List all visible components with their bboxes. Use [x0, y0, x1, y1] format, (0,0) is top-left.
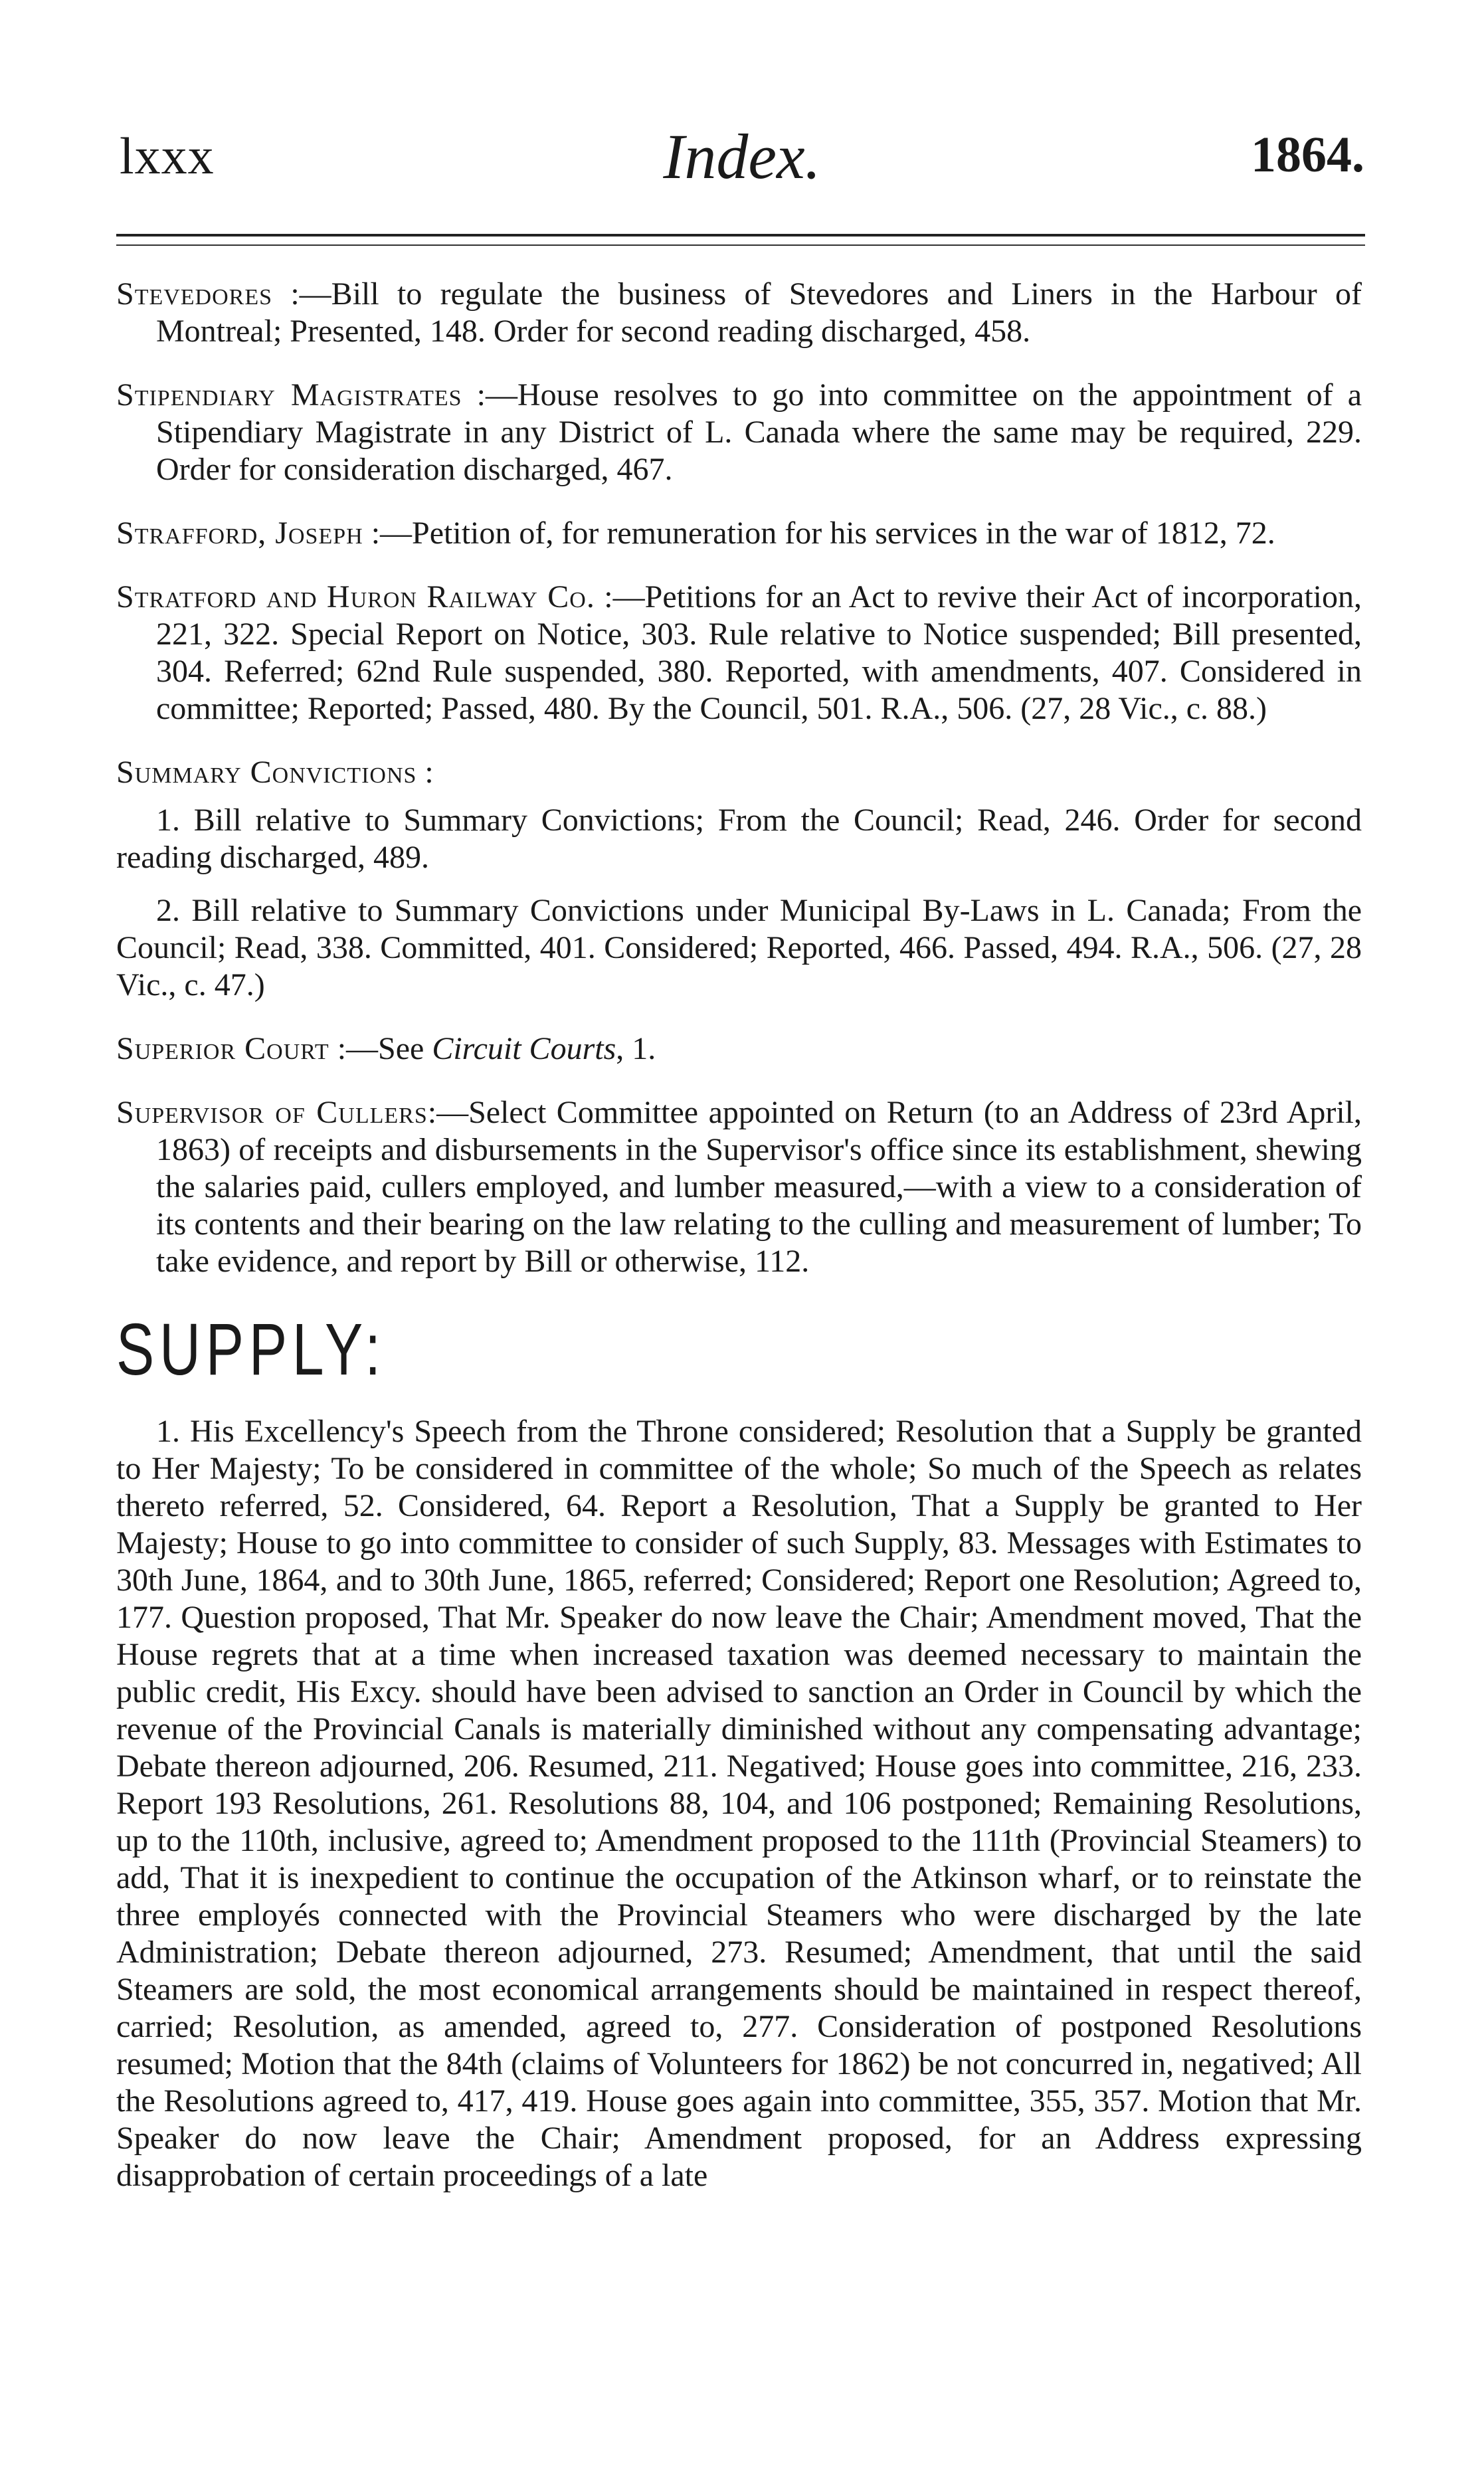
section-title-supply: SUPPLY: [116, 1309, 386, 1390]
entry-heading: Superior Court [116, 1031, 329, 1066]
index-entry: Stevedores :—Bill to regulate the business of Stevedores and Liners in the Harbour of Montreal; Presented, 148. Order for second reading discharged, 458. [116, 276, 1362, 349]
index-entry: Supervisor of Cullers:—Select Committee appointed on Return (to an Address of 23rd April, 1863) of receipts and disbursements in the Supervisor's office since its establishment, shewing the salaries paid, cullers employed, and lumber measured,—with a view to a consideration of its contents and their bearing on the law relating to the culling and measurement of lumber; To take evidence, and report by Bill or otherwise, 112. [116, 1095, 1362, 1279]
index-entry: Strafford, Joseph :—Petition of, for remuneration for his services in the war of 1812, 72. [116, 516, 1275, 551]
header-rule-thick [116, 234, 1365, 237]
page-year: 1864. [1251, 127, 1364, 183]
entry-heading: Stipendiary Magistrates [116, 377, 462, 413]
entry-text: Bill to regulate the business of Stevedores and Liners in the Harbour of Montreal; Presented, 148. Order for second reading discharged, 458. [156, 276, 1362, 349]
index-entry: Stipendiary Magistrates :—House resolves to go into committee on the appointment of a Stipendiary Magistrate in any District of L. Canada where the same may be required, 229. Order for consideration discharged, 467. [116, 377, 1362, 487]
index-entry: Summary Convictions : [116, 755, 434, 790]
entry-text: Petition of, for remuneration for his services in the war of 1812, 72. [412, 516, 1275, 551]
entry-heading: Stratford and Huron Railway Co. [116, 579, 595, 615]
page-header [120, 121, 1364, 206]
entry-text: House resolves to go into committee on the appointment of a Stipendiary Magistrate in any District of L. Canada where the same may be required, 229. Order for consideration discharged, 467. [156, 377, 1362, 487]
cross-reference: Circuit Courts [432, 1031, 616, 1066]
page-number: lxxx [120, 127, 215, 185]
supply-paragraph: 1. His Excellency's Speech from the Throne considered; Resolution that a Supply be granted to Her Majesty; To be considered in committee of the whole; So much of the Speech as relates thereto referred, 52. Considered, 64. Report a Resolution, That a Supply be granted to Her Majesty; House to go into committee to consider of such Supply, 83. Messages with Estimates to 30th June, 1864, and to 30th June, 1865, referred; Considered; Report one Resolution; Agreed to, 177. Question proposed, That Mr. Speaker do now leave the Chair; Amendment moved, That the House regrets that at a time when increased taxation was deemed necessary to maintain the public credit, His Excy. should have been advised to sanction an Order in Council by which the revenue of the Provincial Canals is materially diminished without any compensating advantage; Debate thereon adjourned, 206. Resumed, 211. Negatived; House goes into committee, 216, 233. Report 193 Resolutions, 261. Resolutions 88, 104, and 106 postponed; Remaining Resolutions, up to the 110th, inclusive, agreed to; Amendment proposed to the 111th (Provincial Steamers) to add, That it is inexpedient to continue the occupation of the Atkinson wharf, or to reinstate the three employés connected with the Provincial Steamers who were discharged by the late Administration; Debate thereon adjourned, 273. Resumed; Amendment, that until the said Steamers are sold, the most economical arrangements should be maintained in respect thereof, carried; Resolution, as amended, agreed to, 277. Consideration of postponed Resolutions resumed; Motion that the 84th (claims of Volunteers for 1862) be not concurred in, negatived; All the Resolutions agreed to, 417, 419. House goes again into committee, 355, 357. Motion that Mr. Speaker do now leave the Chair; Amendment proposed, for an Address expressing disapprobation of certain proceedings of a late [116, 1414, 1362, 2193]
page-title: Index. [663, 121, 821, 192]
entry-heading: Strafford, Joseph [116, 516, 363, 551]
sub-entry: 2. Bill relative to Summary Convictions under Municipal By-Laws in L. Canada; From the Council; Read, 338. Committed, 401. Considered; Reported, 466. Passed, 494. R.A., 506. (27, 28 Vic., c. 47.) [116, 893, 1362, 1003]
index-entry: Superior Court :—See Circuit Courts, 1. [116, 1031, 656, 1066]
entry-text: Select Committee appointed on Return (to an Address of 23rd April, 1863) of receipts and disbursements in the Supervisor's office since its establishment, shewing the salaries paid, cullers employed, and lumber measured,—with a view to a consideration of its contents and their bearing on the law relating to the culling and measurement of lumber; To take evidence, and report by Bill or otherwise, 112. [156, 1095, 1362, 1279]
entry-heading: Stevedores [116, 276, 273, 312]
sub-entry: 1. Bill relative to Summary Convictions; From the Council; Read, 246. Order for second reading discharged, 489. [116, 803, 1362, 875]
entry-text: Petitions for an Act to revive their Act of incorporation, 221, 322. Special Report on Notice, 303. Rule relative to Notice suspended; Bill presented, 304. Referred; 62nd Rule suspended, 380. Reported, with amendments, 407. Considered in committee; Reported; Passed, 480. By the Council, 501. R.A., 506. (27, 28 Vic., c. 88.) [156, 579, 1362, 726]
header-rule-thin [116, 244, 1365, 246]
index-entry: Stratford and Huron Railway Co. :—Petitions for an Act to revive their Act of incorporation, 221, 322. Special Report on Notice, 303. Rule relative to Notice suspended; Bill presented, 304. Referred; 62nd Rule suspended, 380. Reported, with amendments, 407. Considered in committee; Reported; Passed, 480. By the Council, 501. R.A., 506. (27, 28 Vic., c. 88.) [116, 579, 1362, 726]
index-body [116, 276, 1362, 2194]
entry-heading: Summary Convictions [116, 755, 417, 790]
entry-heading: Supervisor of Cullers [116, 1095, 428, 1130]
